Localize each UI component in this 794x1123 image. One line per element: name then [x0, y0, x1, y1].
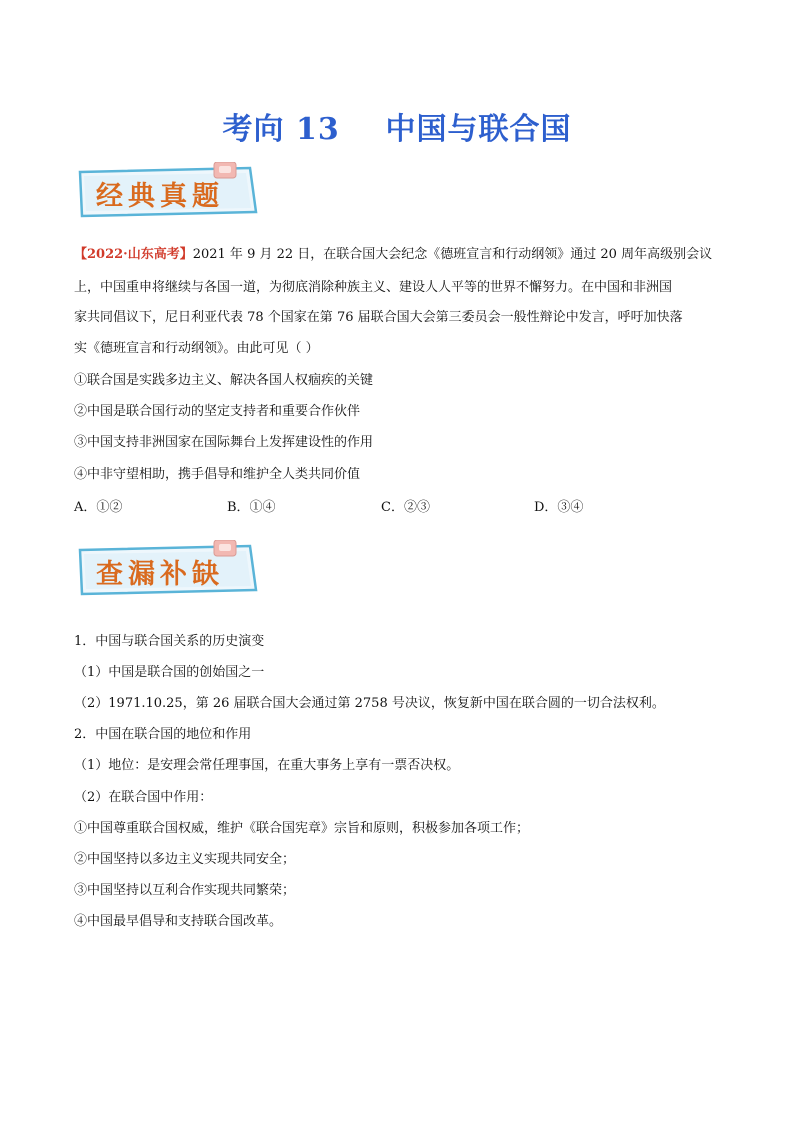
note-heading-1: 1．中国与联合国关系的历史演变 [74, 634, 265, 649]
note-line: ①中国尊重联合国权威，维护《联合国宪章》宗旨和原则，积极参加各项工作； [74, 821, 530, 836]
banner-label: 经典真题 [96, 181, 224, 212]
banner-label: 查漏补缺 [96, 559, 224, 590]
statement-1: ①联合国是实践多边主义、解决各国人权痼疾的关键 [74, 373, 374, 388]
option-c: C．②③ [381, 500, 430, 515]
option-d: D．③④ [534, 500, 584, 515]
note-line: （1）地位：是安理会常任理事国，在重大事务上享有一票否决权。 [74, 758, 460, 773]
statement-4: ④中非守望相助，携手倡导和维护全人类共同价值 [74, 467, 361, 482]
note-line: （2）在联合国中作用： [74, 790, 213, 805]
note-line: ④中国最早倡导和支持联合国改革。 [74, 914, 283, 929]
question-line-2: 上，中国重申将继续与各国一道，为彻底消除种族主义、建设人人平等的世界不懈努力。在中国和非洲国 [74, 280, 673, 295]
question-source-tag: 【2022·山东高考】 [74, 247, 193, 262]
note-line: ③中国坚持以互利合作实现共同繁荣； [74, 883, 296, 898]
section-banner-classic-questions [74, 162, 260, 220]
statement-3: ③中国支持非洲国家在国际舞台上发挥建设性的作用 [74, 435, 374, 450]
question-line-4: 实《德班宣言和行动纲领》。由此可见（ ） [74, 341, 319, 356]
note-line: （1）中国是联合国的创始国之一 [74, 665, 265, 680]
note-heading-2: 2．中国在联合国的地位和作用 [74, 727, 252, 742]
section-banner-fill-gaps [74, 540, 260, 598]
statement-2: ②中国是联合国行动的坚定支持者和重要合作伙伴 [74, 404, 361, 419]
option-a: A．①② [74, 500, 123, 515]
question-line-1: 【2022·山东高考】2021 年 9 月 22 日，在联合国大会纪念《德班宣言和行动纲领》通过 20 周年高级别会议 [74, 247, 713, 262]
option-b: B．①④ [227, 500, 276, 515]
question-line-3: 家共同倡议下，尼日利亚代表 78 个国家在第 76 届联合国大会第三委员会一般性辩论中发言，呼吁加快落 [74, 310, 683, 325]
note-line: （2）1971.10.25，第 26 届联合国大会通过第 2758 号决议，恢复新中国在联合圆的一切合法权利。 [74, 696, 665, 711]
page-title: 考向 13 中国与联合国 [222, 112, 572, 147]
note-line: ②中国坚持以多边主义实现共同安全； [74, 852, 296, 867]
